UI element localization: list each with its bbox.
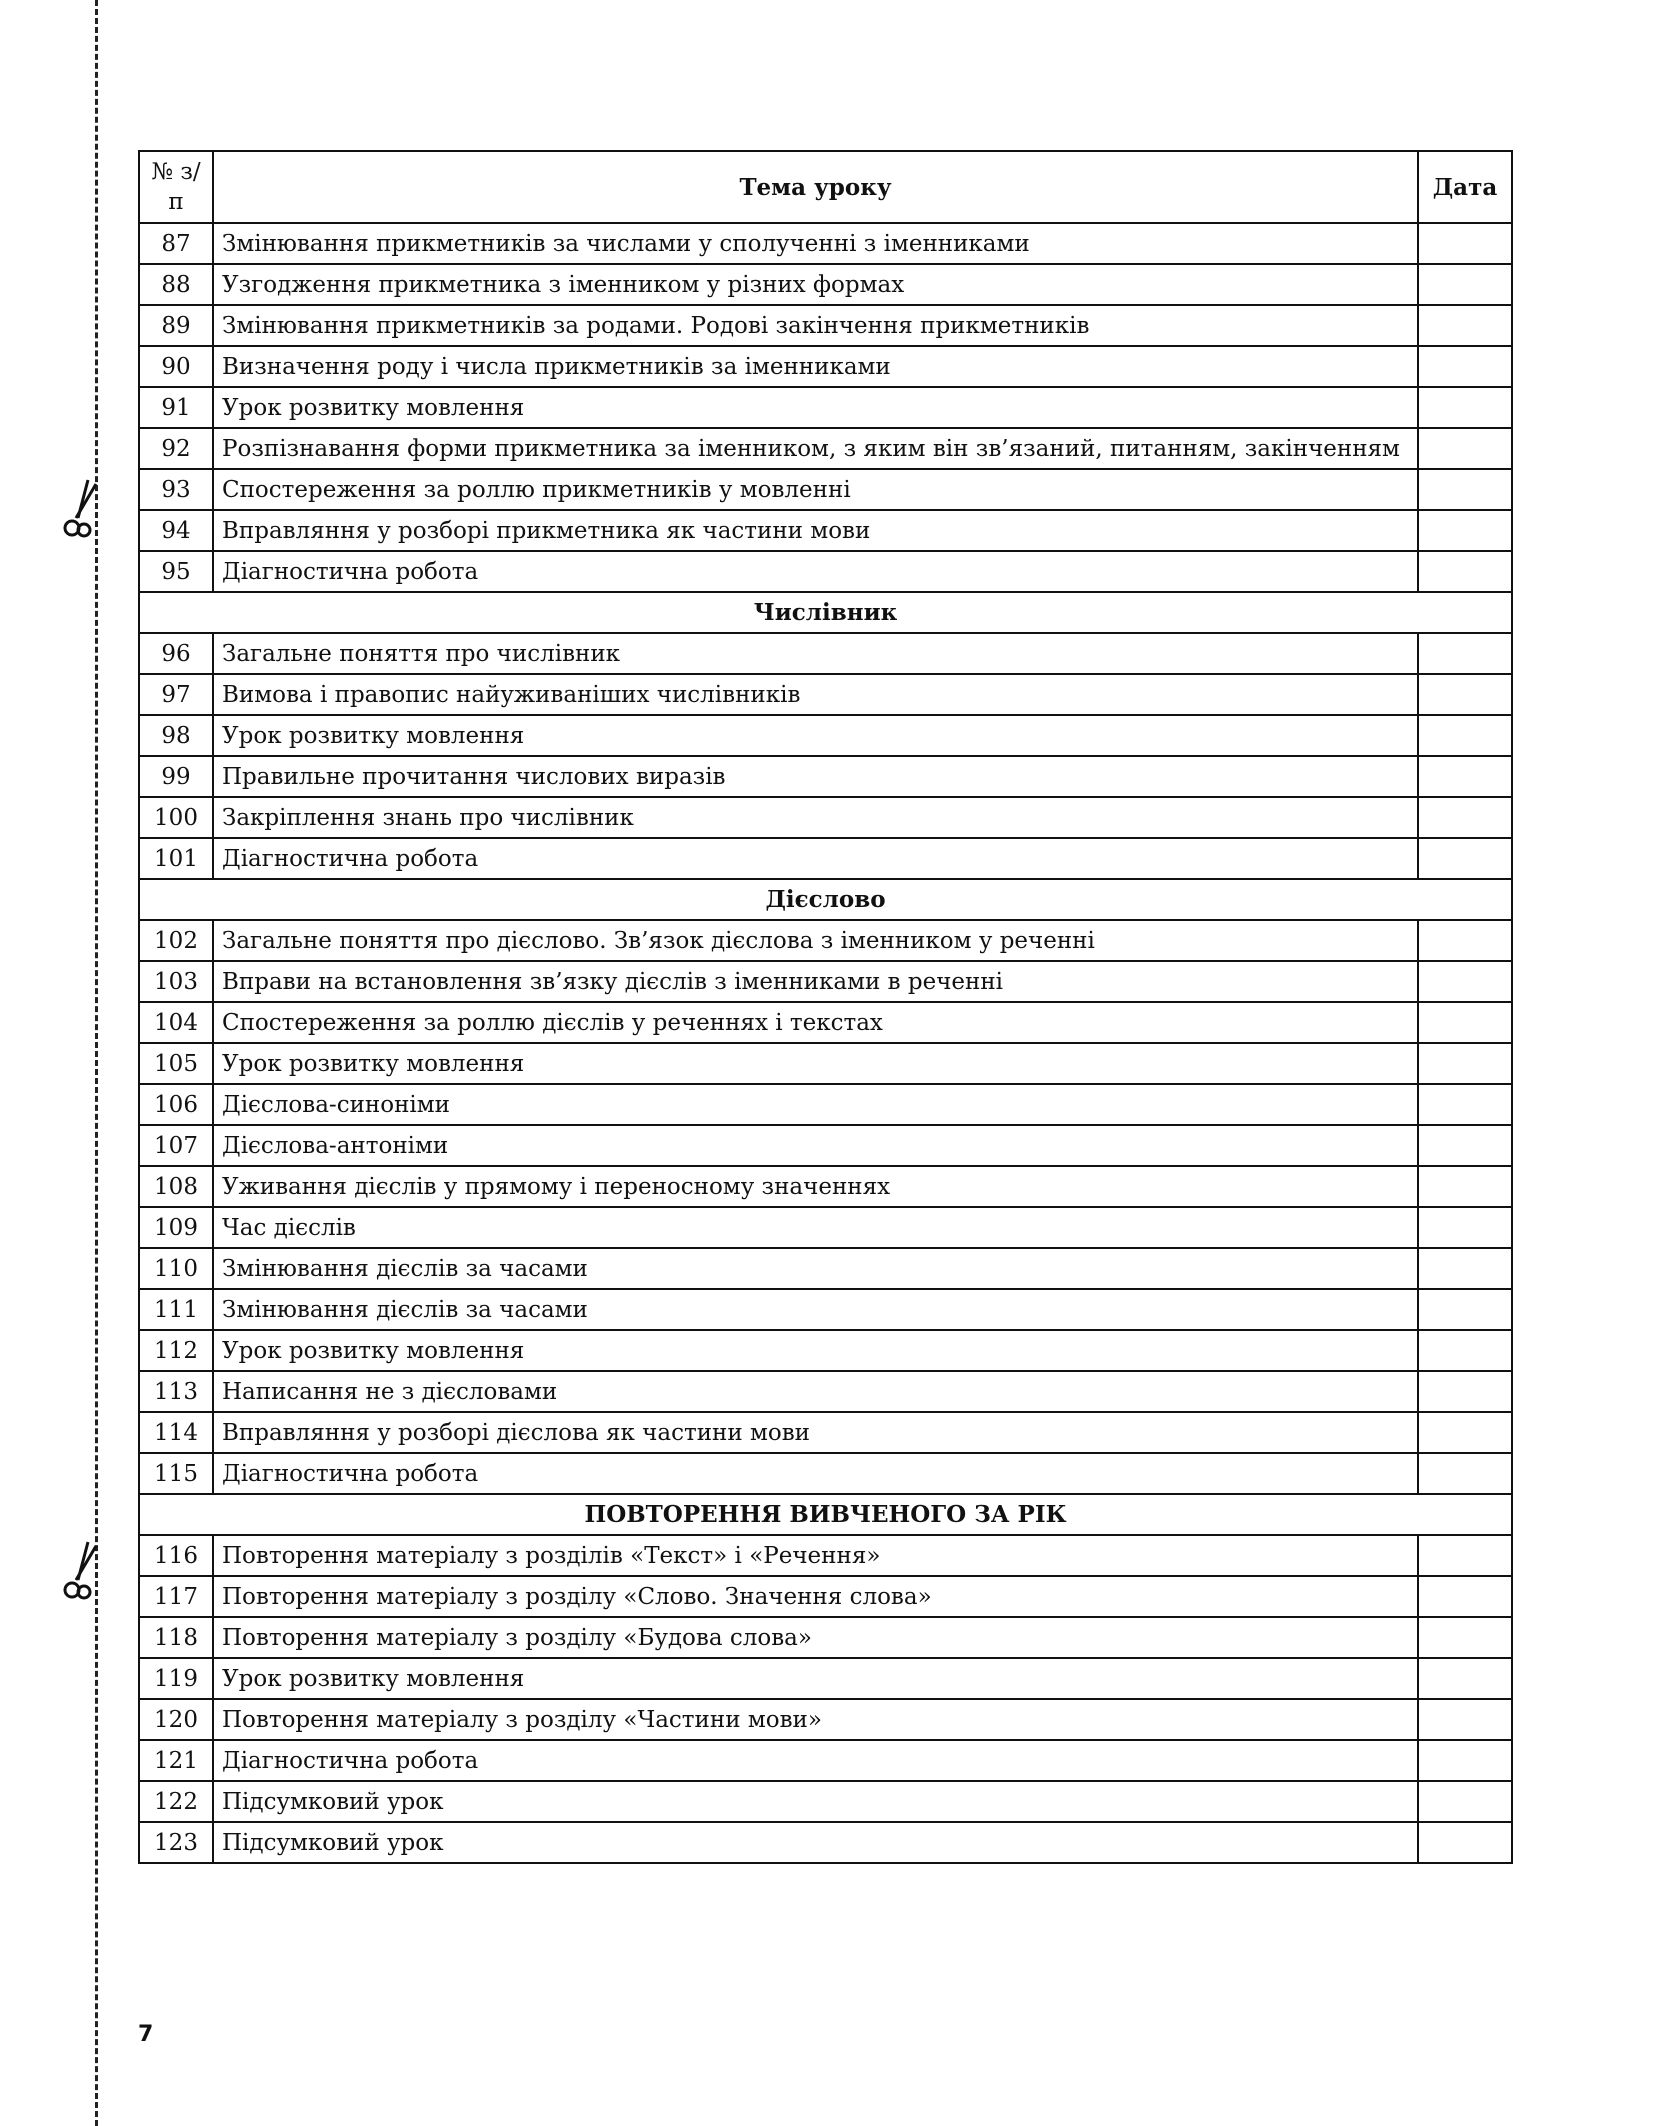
- lesson-number: 96: [139, 633, 213, 674]
- table-row: [139, 551, 1512, 592]
- table-row: [139, 510, 1512, 551]
- lesson-number: 120: [139, 1699, 213, 1740]
- lesson-date-cell[interactable]: [1418, 1330, 1512, 1371]
- lesson-topic: Вправляння у розборі дієслова як частини мови: [213, 1412, 1418, 1453]
- lesson-topic: Вимова і правопис найуживаніших числівників: [213, 674, 1418, 715]
- table-row: [139, 1248, 1512, 1289]
- table-row: [139, 264, 1512, 305]
- section-title: ПОВТОРЕННЯ ВИВЧЕНОГО ЗА РІК: [139, 1494, 1512, 1535]
- table-row: [139, 387, 1512, 428]
- lesson-topic: Діагностична робота: [213, 551, 1418, 592]
- lesson-date-cell[interactable]: [1418, 1371, 1512, 1412]
- lesson-date-cell[interactable]: [1418, 633, 1512, 674]
- lesson-topic: Вправляння у розборі прикметника як частини мови: [213, 510, 1418, 551]
- header-topic: Тема уроку: [213, 151, 1418, 223]
- lesson-number: 121: [139, 1740, 213, 1781]
- lesson-topic: Правильне прочитання числових виразів: [213, 756, 1418, 797]
- lesson-topic: Діагностична робота: [213, 838, 1418, 879]
- table-row: [139, 1166, 1512, 1207]
- section-title: Числівник: [139, 592, 1512, 633]
- table-row: [139, 1207, 1512, 1248]
- lesson-topic: Урок розвитку мовлення: [213, 1658, 1418, 1699]
- lesson-topic: Підсумковий урок: [213, 1822, 1418, 1863]
- table-row: [139, 633, 1512, 674]
- table-row: [139, 797, 1512, 838]
- lesson-topic: Повторення матеріалу з розділів «Текст» і «Речення»: [213, 1535, 1418, 1576]
- scissors-icon: [58, 1540, 102, 1604]
- lesson-number: 122: [139, 1781, 213, 1822]
- lesson-date-cell[interactable]: [1418, 1822, 1512, 1863]
- lesson-topic: Діагностична робота: [213, 1453, 1418, 1494]
- lesson-number: 111: [139, 1289, 213, 1330]
- table-row: [139, 920, 1512, 961]
- table-row: [139, 1535, 1512, 1576]
- page-number: 7: [138, 2022, 154, 2047]
- lesson-plan-table: [138, 150, 1513, 1864]
- lesson-topic: Повторення матеріалу з розділу «Слово. Значення слова»: [213, 1576, 1418, 1617]
- table-row: [139, 1084, 1512, 1125]
- lesson-number: 92: [139, 428, 213, 469]
- lesson-date-cell[interactable]: [1418, 1617, 1512, 1658]
- lesson-topic: Загальне поняття про дієслово. Зв’язок дієслова з іменником у реченні: [213, 920, 1418, 961]
- lesson-number: 110: [139, 1248, 213, 1289]
- table-row: [139, 469, 1512, 510]
- lesson-number: 106: [139, 1084, 213, 1125]
- table-body: [139, 223, 1512, 1863]
- lesson-number: 103: [139, 961, 213, 1002]
- lesson-topic: Повторення матеріалу з розділу «Частини мови»: [213, 1699, 1418, 1740]
- cut-line: [95, 0, 98, 2126]
- lesson-topic: Спостереження за роллю дієслів у реченнях і текстах: [213, 1002, 1418, 1043]
- lesson-topic: Підсумковий урок: [213, 1781, 1418, 1822]
- lesson-number: 101: [139, 838, 213, 879]
- section-row: [139, 879, 1512, 920]
- lesson-number: 107: [139, 1125, 213, 1166]
- lesson-topic: Написання не з дієсловами: [213, 1371, 1418, 1412]
- table-row: [139, 1412, 1512, 1453]
- lesson-date-cell[interactable]: [1418, 1453, 1512, 1494]
- lesson-date-cell[interactable]: [1418, 264, 1512, 305]
- table-row: [139, 756, 1512, 797]
- lesson-topic: Дієслова-антоніми: [213, 1125, 1418, 1166]
- lesson-topic: Змінювання прикметників за родами. Родові закінчення прикметників: [213, 305, 1418, 346]
- lesson-number: 118: [139, 1617, 213, 1658]
- lesson-number: 95: [139, 551, 213, 592]
- section-title: Дієслово: [139, 879, 1512, 920]
- table-row: [139, 1453, 1512, 1494]
- lesson-topic: Узгодження прикметника з іменником у різних формах: [213, 264, 1418, 305]
- table-row: [139, 1699, 1512, 1740]
- lesson-topic: Час дієслів: [213, 1207, 1418, 1248]
- lesson-number: 102: [139, 920, 213, 961]
- lesson-number: 89: [139, 305, 213, 346]
- section-row: [139, 592, 1512, 633]
- lesson-date-cell[interactable]: [1418, 674, 1512, 715]
- lesson-number: 98: [139, 715, 213, 756]
- table-row: [139, 1371, 1512, 1412]
- lesson-date-cell[interactable]: [1418, 920, 1512, 961]
- lesson-date-cell[interactable]: [1418, 715, 1512, 756]
- lesson-date-cell[interactable]: [1418, 346, 1512, 387]
- header-date: Дата: [1418, 151, 1512, 223]
- lesson-number: 94: [139, 510, 213, 551]
- lesson-date-cell[interactable]: [1418, 1248, 1512, 1289]
- table-row: [139, 428, 1512, 469]
- lesson-date-cell[interactable]: [1418, 797, 1512, 838]
- lesson-number: 109: [139, 1207, 213, 1248]
- table-row: [139, 1002, 1512, 1043]
- lesson-number: 100: [139, 797, 213, 838]
- table-row: [139, 674, 1512, 715]
- lesson-topic: Змінювання дієслів за часами: [213, 1289, 1418, 1330]
- lesson-date-cell[interactable]: [1418, 510, 1512, 551]
- table-row: [139, 1576, 1512, 1617]
- lesson-date-cell[interactable]: [1418, 1658, 1512, 1699]
- lesson-topic: Визначення роду і числа прикметників за іменниками: [213, 346, 1418, 387]
- lesson-number: 99: [139, 756, 213, 797]
- lesson-topic: Закріплення знань про числівник: [213, 797, 1418, 838]
- table-row: [139, 838, 1512, 879]
- table-row: [139, 223, 1512, 264]
- lesson-plan-table-wrapper: [138, 150, 1511, 1864]
- lesson-topic: Спостереження за роллю прикметників у мовленні: [213, 469, 1418, 510]
- lesson-topic: Змінювання дієслів за часами: [213, 1248, 1418, 1289]
- lesson-number: 105: [139, 1043, 213, 1084]
- table-row: [139, 715, 1512, 756]
- lesson-date-cell[interactable]: [1418, 469, 1512, 510]
- table-row: [139, 1289, 1512, 1330]
- lesson-topic: Повторення матеріалу з розділу «Будова слова»: [213, 1617, 1418, 1658]
- lesson-number: 108: [139, 1166, 213, 1207]
- lesson-topic: Змінювання прикметників за числами у сполученні з іменниками: [213, 223, 1418, 264]
- table-row: [139, 305, 1512, 346]
- lesson-topic: Урок розвитку мовлення: [213, 1043, 1418, 1084]
- lesson-date-cell[interactable]: [1418, 961, 1512, 1002]
- lesson-topic: Загальне поняття про числівник: [213, 633, 1418, 674]
- lesson-date-cell[interactable]: [1418, 223, 1512, 264]
- lesson-date-cell[interactable]: [1418, 428, 1512, 469]
- lesson-date-cell[interactable]: [1418, 838, 1512, 879]
- lesson-date-cell[interactable]: [1418, 1084, 1512, 1125]
- lesson-date-cell[interactable]: [1418, 1043, 1512, 1084]
- lesson-date-cell[interactable]: [1418, 1535, 1512, 1576]
- table-row: [139, 1781, 1512, 1822]
- lesson-date-cell[interactable]: [1418, 756, 1512, 797]
- lesson-number: 123: [139, 1822, 213, 1863]
- lesson-number: 87: [139, 223, 213, 264]
- lesson-number: 119: [139, 1658, 213, 1699]
- lesson-number: 97: [139, 674, 213, 715]
- lesson-topic: Вправи на встановлення зв’язку дієслів з іменниками в реченні: [213, 961, 1418, 1002]
- table-row: [139, 1822, 1512, 1863]
- table-row: [139, 961, 1512, 1002]
- table-row: [139, 1330, 1512, 1371]
- table-row: [139, 1043, 1512, 1084]
- lesson-number: 115: [139, 1453, 213, 1494]
- lesson-topic: Уживання дієслів у прямому і переносному значеннях: [213, 1166, 1418, 1207]
- lesson-date-cell[interactable]: [1418, 305, 1512, 346]
- lesson-number: 93: [139, 469, 213, 510]
- lesson-number: 104: [139, 1002, 213, 1043]
- lesson-date-cell[interactable]: [1418, 1166, 1512, 1207]
- table-row: [139, 1740, 1512, 1781]
- lesson-date-cell[interactable]: [1418, 1781, 1512, 1822]
- table-row: [139, 1658, 1512, 1699]
- lesson-number: 91: [139, 387, 213, 428]
- lesson-date-cell[interactable]: [1418, 1412, 1512, 1453]
- table-row: [139, 346, 1512, 387]
- lesson-date-cell[interactable]: [1418, 1699, 1512, 1740]
- lesson-topic: Дієслова-синоніми: [213, 1084, 1418, 1125]
- table-row: [139, 1617, 1512, 1658]
- table-row: [139, 1125, 1512, 1166]
- lesson-date-cell[interactable]: [1418, 551, 1512, 592]
- lesson-topic: Діагностична робота: [213, 1740, 1418, 1781]
- lesson-date-cell[interactable]: [1418, 1002, 1512, 1043]
- lesson-number: 113: [139, 1371, 213, 1412]
- lesson-date-cell[interactable]: [1418, 1125, 1512, 1166]
- scissors-icon: [58, 478, 102, 542]
- lesson-topic: Розпізнавання форми прикметника за іменником, з яким він зв’язаний, питанням, закінченням: [213, 428, 1418, 469]
- section-row: [139, 1494, 1512, 1535]
- table-header-row: [139, 151, 1512, 223]
- lesson-topic: Урок розвитку мовлення: [213, 715, 1418, 756]
- lesson-date-cell[interactable]: [1418, 1576, 1512, 1617]
- lesson-number: 116: [139, 1535, 213, 1576]
- lesson-number: 90: [139, 346, 213, 387]
- lesson-number: 88: [139, 264, 213, 305]
- lesson-number: 114: [139, 1412, 213, 1453]
- header-number: № з/п: [139, 151, 213, 223]
- lesson-topic: Урок розвитку мовлення: [213, 387, 1418, 428]
- lesson-date-cell[interactable]: [1418, 1740, 1512, 1781]
- lesson-date-cell[interactable]: [1418, 387, 1512, 428]
- lesson-number: 117: [139, 1576, 213, 1617]
- lesson-date-cell[interactable]: [1418, 1289, 1512, 1330]
- lesson-topic: Урок розвитку мовлення: [213, 1330, 1418, 1371]
- lesson-date-cell[interactable]: [1418, 1207, 1512, 1248]
- lesson-number: 112: [139, 1330, 213, 1371]
